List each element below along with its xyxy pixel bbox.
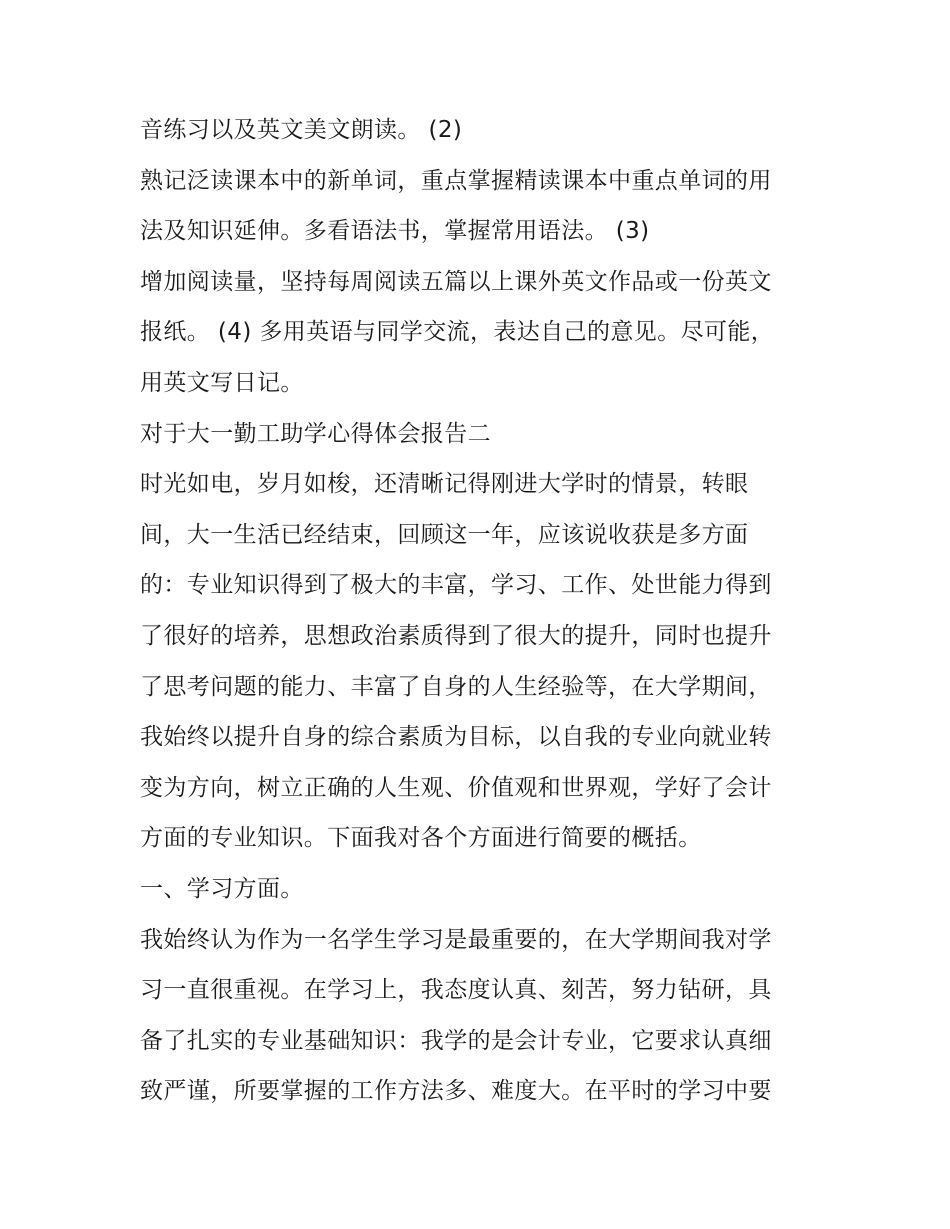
text-line: 熟记泛读课本中的新单词，重点掌握精读课本中重点单词的用 [140, 167, 772, 194]
text-line: 时光如电，岁月如梭，还清晰记得刚进大学时的情景，转眼 [140, 471, 749, 498]
text-line: 我始终认为作为一名学生学习是最重要的，在大学期间我对学 [140, 926, 772, 953]
text-line: 用英文写日记。 [140, 369, 304, 396]
text-line: 我始终以提升自身的综合素质为目标，以自我的专业向就业转 [140, 724, 772, 751]
subsection-heading: 一、学习方面。 [140, 875, 304, 902]
text-line: 音练习以及英文美文朗读。 (2) [140, 117, 463, 143]
text-line: 了思考问题的能力、丰富了自身的人生经验等，在大学期间， [140, 673, 772, 700]
text-line: 的：专业知识得到了极大的丰富，学习、工作、处世能力得到 [140, 572, 772, 599]
text-line: 法及知识延伸。多看语法书，掌握常用语法。 (3) [140, 218, 650, 245]
body-text [140, 105, 820, 1117]
text-line: 备了扎实的专业基础知识：我学的是会计专业，它要求认真细 [140, 1027, 772, 1054]
text-line: 习一直很重视。在学习上，我态度认真、刻苦，努力钻研，具 [140, 977, 772, 1004]
section-heading: 对于大一勤工助学心得体会报告二 [140, 420, 491, 447]
text-line: 了很好的培养，思想政治素质得到了很大的提升，同时也提升 [140, 622, 772, 649]
text-line: 变为方向，树立正确的人生观、价值观和世界观，学好了会计 [140, 774, 772, 801]
text-line: 间，大一生活已经结束，回顾这一年，应该说收获是多方面 [140, 521, 749, 548]
text-line: 报纸。 (4) 多用英语与同学交流，表达自己的意见。尽可能， [140, 319, 775, 346]
text-line: 方面的专业知识。下面我对各个方面进行简要的概括。 [140, 825, 702, 852]
text-line: 增加阅读量，坚持每周阅读五篇以上课外英文作品或一份英文 [140, 268, 772, 295]
text-line: 致严谨，所要掌握的工作方法多、难度大。在平时的学习中要 [140, 1078, 772, 1105]
